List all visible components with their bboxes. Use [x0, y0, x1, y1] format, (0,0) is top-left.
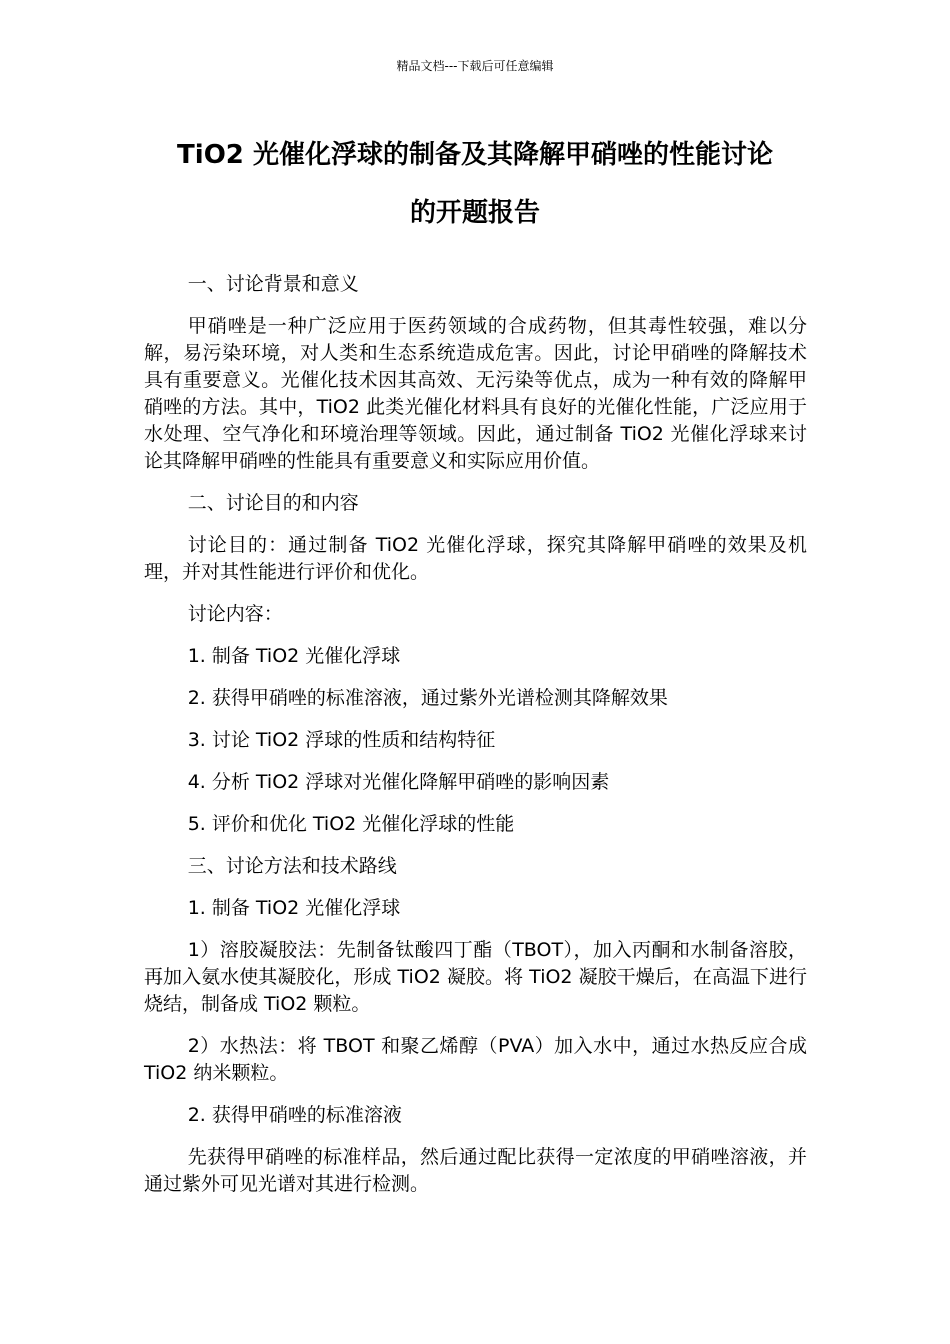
subheading-preparation: 1. 制备 TiO2 光催化浮球 [187, 897, 401, 919]
list-item-content-5: 5. 评价和优化 TiO2 光催化浮球的性能 [187, 813, 515, 835]
document-title-line-1: TiO2 光催化浮球的制备及其降解甲硝唑的性能讨论 [177, 140, 773, 170]
list-item-content-1: 1. 制备 TiO2 光催化浮球 [187, 645, 401, 667]
subheading-standard-solution: 2. 获得甲硝唑的标准溶液 [187, 1104, 402, 1126]
list-item-content-4: 4. 分析 TiO2 浮球对光催化降解甲硝唑的影响因素 [187, 771, 610, 793]
document-title-line-2: 的开题报告 [409, 198, 540, 228]
section-heading-methods: 三、讨论方法和技术路线 [187, 855, 397, 877]
paragraph-background: 甲硝唑是一种广泛应用于医药领域的合成药物，但其毒性较强，难以分解，易污染环境，对人类和生态系统造成危害。因此，讨论甲硝唑的降解技术具有重要意义。光催化技术因其高效、无污染等优点，成为一种有效的降解甲硝唑的方法。其中，TiO2 此类光催化材料具有良好的光催化性能，广泛应用于水处理、空气净化和环境治理等领域。因此，通过制备 TiO2 光催化浮球来讨论其降解甲硝唑的性能具有重要意义和实际应用价值。 [144, 315, 807, 472]
page-header-note: 精品文档---下载后可任意编辑 [396, 59, 554, 73]
section-heading-purpose: 二、讨论目的和内容 [187, 492, 359, 514]
paragraph-hydrothermal: 2）水热法：将 TBOT 和聚乙烯醇（PVA）加入水中，通过水热反应合成 TiO2 纳米颗粒。 [144, 1035, 807, 1084]
paragraph-content-label: 讨论内容： [187, 603, 283, 625]
paragraph-purpose: 讨论目的：通过制备 TiO2 光催化浮球，探究其降解甲硝唑的效果及机理，并对其性能进行评价和优化。 [144, 534, 807, 583]
document-body [144, 271, 807, 1213]
list-item-content-3: 3. 讨论 TiO2 浮球的性质和结构特征 [187, 729, 496, 751]
paragraph-sol-gel: 1）溶胶凝胶法：先制备钛酸四丁酯（TBOT），加入丙酮和水制备溶胶，再加入氨水使其凝胶化，形成 TiO2 凝胶。将 TiO2 凝胶干燥后，在高温下进行烧结，制备成 TiO2 颗粒。 [144, 939, 807, 1015]
paragraph-standard-solution: 先获得甲硝唑的标准样品，然后通过配比获得一定浓度的甲硝唑溶液，并通过紫外可见光谱对其进行检测。 [144, 1146, 807, 1195]
list-item-content-2: 2. 获得甲硝唑的标准溶液，通过紫外光谱检测其降解效果 [187, 687, 668, 709]
section-heading-background: 一、讨论背景和意义 [187, 273, 359, 295]
